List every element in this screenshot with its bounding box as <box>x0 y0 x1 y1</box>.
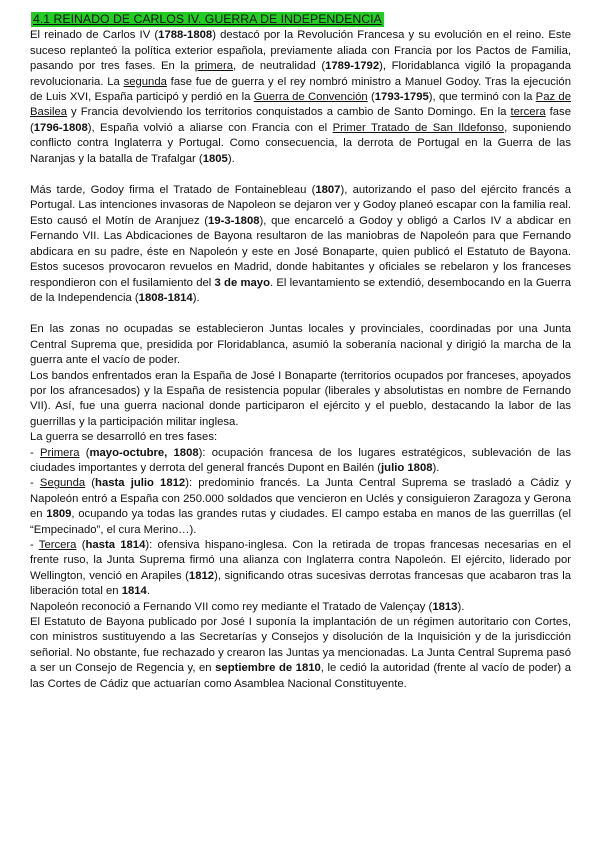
phase-tercera <box>30 538 571 600</box>
date-bold: 19-3-1808 <box>208 214 260 227</box>
text: ( <box>79 446 90 459</box>
text: ): predominio francés. La Junta Central Suprema se trasladó a Cádiz y Napoleón entró a España con 250.000 soldados que vencieron en Uclés y consiguieron Zaragoza y Gerona en <box>30 477 572 521</box>
date-bold: 1788-1808 <box>158 29 213 42</box>
text: ). <box>432 461 440 474</box>
date-bold: 1807 <box>315 184 341 197</box>
text: Más tarde, Godoy firma el Tratado de Fontainebleau ( <box>30 184 316 197</box>
paragraph-bandos <box>30 369 571 431</box>
text: ( <box>76 539 86 551</box>
text: . <box>146 585 150 598</box>
text: ). <box>192 291 200 304</box>
paragraph-estatuto-bayona <box>30 615 571 692</box>
text: , le cedió la autoridad (frente al vacío de poder) a las Cortes de Cádiz que actuarían como Asamblea Nacional Constituyente. <box>30 662 571 690</box>
date-bold: 1813 <box>432 600 458 613</box>
text: ) destacó por la Revolución Francesa y su evolución en el reino. Este suceso replanteó la política exterior española, previamente aliada con Francia por los Pactos de Familia, pasando por tres fases. En la <box>30 29 571 73</box>
underlined-term: segunda <box>123 75 167 88</box>
paragraph-fases-intro <box>30 430 571 445</box>
underlined-term: Primer Tratado de San Ildefonso <box>332 121 505 134</box>
date-bold: hasta julio 1812 <box>95 477 186 490</box>
underlined-term: Paz de Basilea <box>30 91 571 119</box>
dash: - <box>30 446 40 459</box>
underlined-term: primera <box>194 60 233 73</box>
date-bold: 1814 <box>121 585 147 598</box>
date-bold: 1809 <box>46 508 72 521</box>
text: ), Floridablanca vigiló la propaganda revolucionaria. La <box>30 60 571 88</box>
text: y Francia devolviendo los territorios conquistados a cambio de Santo Domingo. En la <box>67 106 511 119</box>
paragraph-gap <box>30 306 571 322</box>
text: , suponiendo conflicto contra Inglaterra y Portugal. Como consecuencia, la derrota de Portugal en la Guerra de las Naranjas y la batalla de Trafalgar ( <box>30 121 571 165</box>
text: ), que encarceló a Godoy y obligó a Carlos IV a abdicar en Fernando VII. Las Abdicaciones de Bayona resultaron de las maniobras de Napoleón para que Fernando abdicara en su padre, éste en Napoleón y este en José Bonaparte, quien publicó el Estatuto de Bayona. Estos sucesos provocaron revuelos en Madrid, donde habitantes y oficiales se rebelaron y los franceses respondieron con el fusilamiento del <box>30 214 572 289</box>
date-bold: hasta 1814 <box>85 539 146 551</box>
phase-primera <box>30 446 571 477</box>
underlined-term: Segunda <box>39 477 86 490</box>
paragraph-valencay <box>30 600 571 615</box>
phase-segunda <box>30 476 571 538</box>
date-bold: mayo-octubre, 1808 <box>89 446 199 459</box>
text: El Estatuto de Bayona publicado por José I suponía la implantación de un régimen autoritario con Cortes, con ministros sustituyendo a las Secretarías y Consejos y disolución de la Inquisición y de la jurisdicción señorial. No obstante, fue rechazado y crearon las Juntas ya mencionadas. La Junta Central Suprema pasó a ser un Consejo de Regencia y, en <box>30 616 571 675</box>
text: ). <box>457 600 465 613</box>
text: , ocupando ya todas las grandes rutas y ciudades. El campo estaba en manos de las guerrillas (el “Empecinado”, el cura Merino…). <box>30 508 571 536</box>
date-bold: 1789-1792 <box>325 60 380 73</box>
text: Napoleón reconoció a Fernando VII como rey mediante el Tratado de Valençay ( <box>30 600 433 613</box>
text: Los bandos enfrentados eran la España de José I Bonaparte (territorios ocupados por franceses, apoyados por los afrancesados) y la España de resistencia popular (liberales y absolutistas en nombre de Fernando VII). Así, fue una guerra nacional donde participaron el ejército y el pueblo, destacando la labor de las guerrillas y la participación militar inglesa. <box>30 369 571 428</box>
text: ): ofensiva hispano-inglesa. Con la retirada de tropas francesas necesarias en el frente ruso, la Junta Suprema firmó una alianza con Inglaterra contra Napoleón. El ejército, liderado por Wellington, venció en Arapiles ( <box>30 539 572 582</box>
text: . El levantamiento se extendió, desembocando en la Guerra de la Independencia ( <box>30 276 571 304</box>
date-bold: 1808-1814 <box>138 291 193 304</box>
text: La guerra se desarrolló en tres fases: <box>30 431 218 444</box>
date-bold: 3 de mayo <box>214 276 270 289</box>
date-bold: septiembre de 1810 <box>215 662 321 675</box>
paragraph-juntas <box>30 322 571 368</box>
dash: - <box>30 477 40 490</box>
underlined-term: tercera <box>510 106 546 119</box>
date-bold: julio 1808 <box>381 461 433 474</box>
text: ): ocupación francesa de los lugares estratégicos, sublevación de las ciudades importantes y derrota del general francés Dupont en Bailén ( <box>30 446 571 474</box>
date-bold: 1793-1795 <box>374 91 429 104</box>
text: ( <box>367 91 375 104</box>
paragraph-godoy-bayona <box>30 183 571 306</box>
dash: - <box>30 539 39 551</box>
document-page <box>30 12 571 692</box>
underlined-term: Primera <box>39 446 80 459</box>
paragraph-reinado-carlos-iv <box>30 28 571 167</box>
date-bold: 1796-1808 <box>33 121 88 134</box>
underlined-term: Tercera <box>38 539 77 551</box>
text: ), autorizando el paso del ejército francés a Portugal. Las intenciones invasoras de Napoleon se dejaron ver y Godoy planeó escapar con la familia real. Esto causó el Motín de Aranjuez ( <box>30 184 571 227</box>
text: En las zonas no ocupadas se establecieron Juntas locales y provinciales, coordinadas por una Junta Central Suprema que, presidida por Floridablanca, asumió la soberanía nacional y dirigió la marcha de la guerra ante el vacío de poder. <box>30 323 571 367</box>
underlined-term: Guerra de Convención <box>253 91 368 104</box>
text: ). <box>227 152 235 165</box>
heading-row <box>30 12 571 28</box>
date-bold: 1805 <box>202 152 228 165</box>
page-title: 4.1 REINADO DE CARLOS IV. GUERRA DE INDEPENDENCIA <box>33 12 382 26</box>
text: ), significando otras sucesivas derrotas francesas que acabaron tras la liberación total en <box>30 569 571 598</box>
text: ), España volvió a aliarse con Francia con el <box>87 121 333 134</box>
text: fase ( <box>30 106 571 134</box>
paragraph-gap <box>30 167 571 183</box>
text: ), que terminó con la <box>428 91 536 104</box>
text: ( <box>85 477 96 490</box>
text: , de neutralidad ( <box>233 60 326 73</box>
text: El reinado de Carlos IV ( <box>30 29 159 42</box>
text: fase fue de guerra y el rey nombró ministro a Manuel Godoy. Tras la ejecución de Luis XVI, España participó y perdió en la <box>30 75 571 104</box>
date-bold: 1812 <box>188 569 215 582</box>
